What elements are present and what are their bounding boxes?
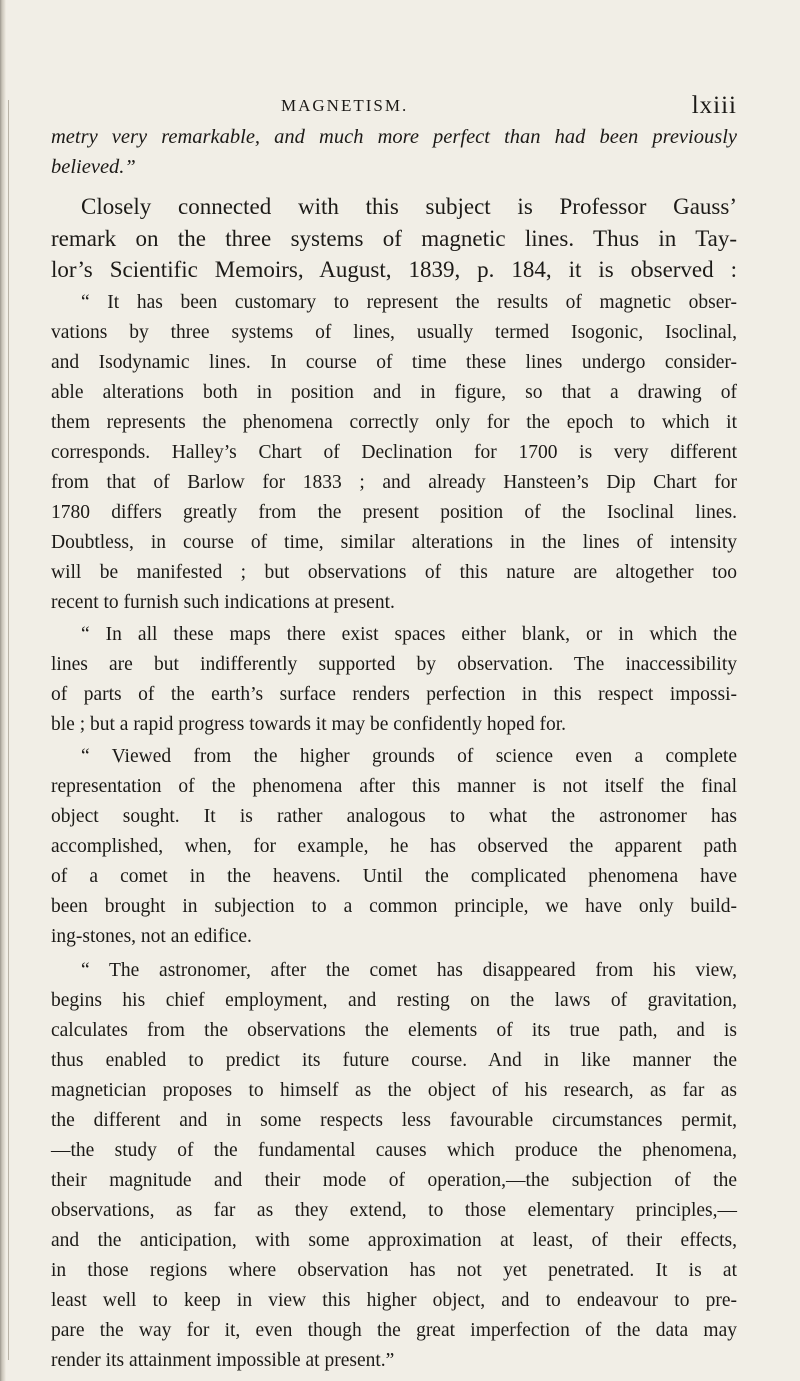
quote-line: able alterations both in position and in figure, so that a drawing of [51,382,737,403]
quote-line: Doubtless, in course of time, similar alterations in the lines of intensity [51,532,737,553]
quote-line: “ The astronomer, after the comet has disappeared from his view, [81,960,737,981]
quote-line: “ In all these maps there exist spaces either blank, or in which the [81,624,737,645]
continuation-line: believed.” [51,156,136,178]
quote-line: of a comet in the heavens. Until the complicated phenomena have [51,866,737,887]
quote-line: vations by three systems of lines, usually termed Isogonic, Isoclinal, [51,322,737,343]
quote-line: “ It has been customary to represent the results of magnetic obser- [81,292,737,313]
quote-line: in those regions where observation has not yet penetrated. It is at [51,1260,737,1281]
quote-line: them represents the phenomena correctly only for the epoch to which it [51,412,737,433]
quote-line: thus enabled to predict its future course. And in like manner the [51,1050,737,1071]
quote-line: observations, as far as they extend, to those elementary principles,— [51,1200,737,1221]
page-number: lxiii [691,92,737,119]
quote-line: “ Viewed from the higher grounds of science even a complete [81,746,737,767]
quote-line: object sought. It is rather analogous to what the astronomer has [51,806,737,827]
quote-line: —the study of the fundamental causes which produce the phenomena, [51,1140,737,1161]
quote-line: from that of Barlow for 1833 ; and already Hansteen’s Dip Chart for [51,472,737,493]
paragraph-line: Closely connected with this subject is Professor Gauss’ [81,194,737,219]
quote-line: and Isodynamic lines. In course of time these lines undergo consider- [51,352,737,373]
quote-line: render its attainment impossible at present.” [51,1350,395,1371]
quote-line: recent to furnish such indications at present. [51,592,395,613]
quote-line: the different and in some respects less favourable circumstances permit, [51,1110,737,1131]
paragraph-line: lor’s Scientific Memoirs, August, 1839, p. 184, it is observed : [51,257,737,282]
quote-line: magnetician proposes to himself as the object of his research, as far as [51,1080,737,1101]
quote-line: of parts of the earth’s surface renders perfection in this respect impossi- [51,684,737,705]
paragraph-line: remark on the three systems of magnetic lines. Thus in Tay- [51,226,737,251]
quote-line: ing-stones, not an edifice. [51,926,252,947]
quote-line: calculates from the observations the elements of its true path, and is [51,1020,737,1041]
quote-line: and the anticipation, with some approximation at least, of their effects, [51,1230,737,1251]
quote-line: lines are but indifferently supported by observation. The inaccessibility [51,654,737,675]
quote-line: pare the way for it, even though the great imperfection of the data may [51,1320,737,1341]
quote-line: will be manifested ; but observations of this nature are altogether too [51,562,737,583]
quote-line: ble ; but a rapid progress towards it may be confidently hoped for. [51,714,566,735]
quote-line: representation of the phenomena after this manner is not itself the final [51,776,737,797]
quote-line: their magnitude and their mode of operation,—the subjection of the [51,1170,737,1191]
page-header [51,0,737,130]
quote-line: least well to keep in view this higher object, and to endeavour to pre- [51,1290,737,1311]
running-title: MAGNETISM. [281,96,409,115]
quote-line: been brought in subjection to a common principle, we have only build- [51,896,737,917]
continuation-line: metry very remarkable, and much more perfect than had been previously [51,126,737,148]
page-edge-shadow [0,0,6,1381]
quote-line: corresponds. Halley’s Chart of Declination for 1700 is very different [51,442,737,463]
gutter-line [8,100,9,1360]
quote-line: begins his chief employment, and resting on the laws of gravitation, [51,990,737,1011]
book-page [51,0,737,1371]
quote-line: 1780 differs greatly from the present position of the Isoclinal lines. [51,502,737,523]
quote-line: accomplished, when, for example, he has observed the apparent path [51,836,737,857]
